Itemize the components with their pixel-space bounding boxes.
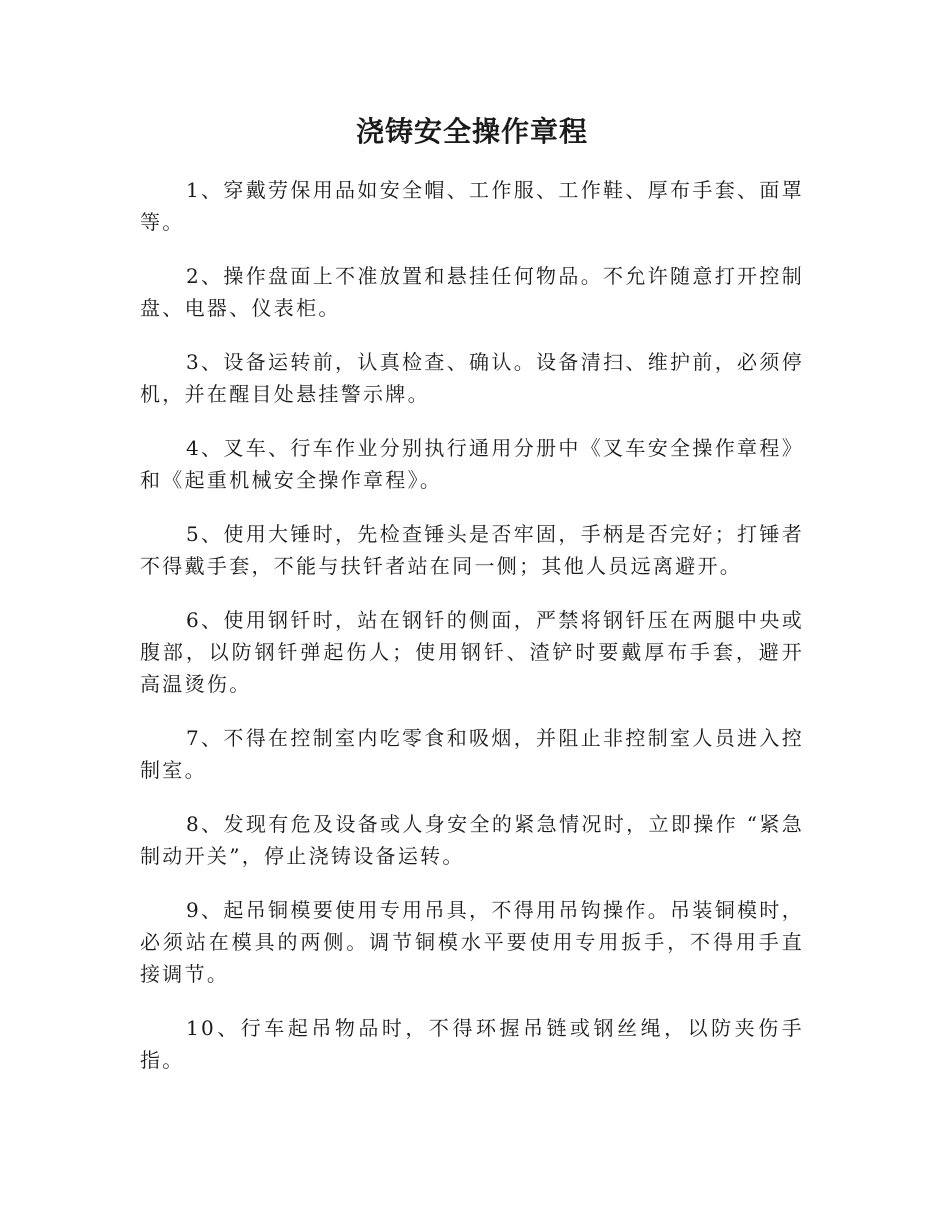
rule-item-2: 2、操作盘面上不准放置和悬挂任何物品。不允许随意打开控制盘、电器、仪表柜。 bbox=[140, 264, 804, 320]
rule-item-6: 6、使用钢钎时，站在钢钎的侧面，严禁将钢钎压在两腿中央或腹部，以防钢钎弹起伤人；使用钢钎、渣铲时要戴厚布手套，避开高温烫伤。 bbox=[140, 608, 804, 696]
rule-item-5: 5、使用大锤时，先检查锤头是否牢固，手柄是否完好；打锤者不得戴手套，不能与扶钎者站在同一侧；其他人员远离避开。 bbox=[140, 522, 804, 578]
rule-item-8: 8、发现有危及设备或人身安全的紧急情况时，立即操作 “紧急制动开关”，停止浇铸设备运转。 bbox=[140, 812, 804, 868]
document-title: 浇铸安全操作章程 bbox=[355, 115, 588, 148]
rule-item-3: 3、设备运转前，认真检查、确认。设备清扫、维护前，必须停机，并在醒目处悬挂警示牌。 bbox=[140, 350, 804, 406]
rule-item-4: 4、叉车、行车作业分别执行通用分册中《叉车安全操作章程》和《起重机械安全操作章程》。 bbox=[140, 436, 804, 492]
rule-item-7: 7、不得在控制室内吃零食和吸烟，并阻止非控制室人员进入控制室。 bbox=[140, 726, 804, 782]
rule-item-10: 10、行车起吊物品时，不得环握吊链或钢丝绳，以防夹伤手指。 bbox=[140, 1016, 804, 1072]
rule-item-9: 9、起吊铜模要使用专用吊具，不得用吊钩操作。吊装铜模时，必须站在模具的两侧。调节铜模水平要使用专用扳手，不得用手直接调节。 bbox=[140, 898, 804, 986]
rule-item-1: 1、穿戴劳保用品如安全帽、工作服、工作鞋、厚布手套、面罩等。 bbox=[140, 178, 804, 234]
document-page bbox=[140, 112, 804, 1098]
